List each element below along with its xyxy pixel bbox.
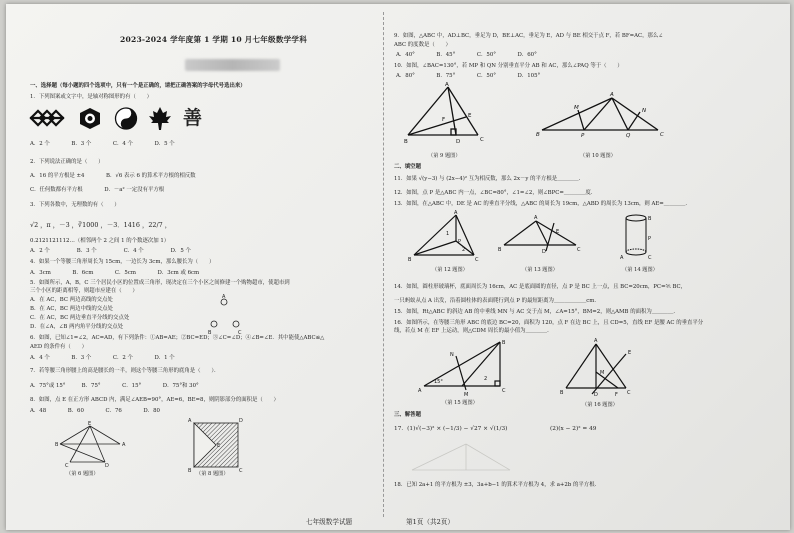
svg-text:D: D xyxy=(239,418,243,424)
figure-8-caption: （第 8 题图） xyxy=(196,471,229,477)
svg-text:E: E xyxy=(217,443,221,449)
question-15: 15．如图，Rt△ABC 的斜边 AB 的中垂线 MN 与 AC 交于点 M，∠A=15°，BM=2，则△AMB 的面积为＿＿＿＿． xyxy=(394,309,679,315)
question-5-option-a: A．在 AC，BC 两边高线的交点处 xyxy=(30,297,113,303)
question-5-option-c: C．在 AC，BC 两边垂直平分线的交点处 xyxy=(30,315,130,321)
question-13: 13．如图，在△ABC 中，DE 是 AC 的垂直平分线，△ABC 的周长为 19cm，△ABD 的周长为 13cm，则 AE=＿＿＿＿． xyxy=(394,201,691,207)
svg-text:B: B xyxy=(188,468,192,474)
redacted-name-block xyxy=(185,59,280,71)
question-16-line-1: 16．如图所示，在等腰三角形 ABC 的底边 BC=20，面积为 120，点 F 在边 BC 上，且 CD=5，直线 EF 是腰 AC 的垂直平分 xyxy=(394,320,704,326)
svg-text:A: A xyxy=(445,82,449,88)
svg-text:D: D xyxy=(542,249,546,255)
question-8-options: A．48 B．60 C．76 D．80 xyxy=(30,408,160,414)
question-1-options: A．2 个 B．3 个 C．4 个 D．5 个 xyxy=(30,141,175,147)
question-14-line-1: 14．如图，圆柱形玻璃杯，底面周长为 16cm，AC 是底面圆的直径，点 P 是 BC 上一点，且 BC=20cm，PC=⅗ BC， xyxy=(394,284,687,290)
question-2-options-ab: A．16 的平方根是 ±4 B．√6 表示 6 的算术平方根的相反数 xyxy=(30,173,196,179)
figure-16-caption: （第 16 题图） xyxy=(582,402,618,408)
endless-knot-icon xyxy=(30,111,64,125)
svg-text:15°: 15° xyxy=(434,379,443,385)
exam-title: 2023-2024 学年度第 1 学期 10 月七年级数学学科 xyxy=(120,35,308,44)
figure-14 xyxy=(620,212,660,262)
figure-10 xyxy=(536,90,670,140)
figure-15 xyxy=(420,338,510,396)
question-1: 1．下列图案或文字中，是轴对称图形的有（ ） xyxy=(30,94,153,100)
svg-text:A: A xyxy=(610,92,614,98)
question-4-options: A．3cm B．6cm C．5cm D．3cm 或 6cm xyxy=(30,270,200,276)
svg-text:E: E xyxy=(88,421,92,427)
question-5-line-1: 5．如图所示，A，B，C 三个居民小区的位置成三角形，现决定在三个小区之间修建一个购物超市，使超市到 xyxy=(30,280,290,286)
question-16-line-2: 线，若点 M 在 EF 上运动，则△CDM 周长的最小值为＿＿＿＿． xyxy=(394,328,553,334)
figure-10-caption: （第 10 题图） xyxy=(580,153,616,159)
svg-text:M: M xyxy=(574,105,579,111)
question-18: 18．已知 2a+1 的平方根为 ±3，3a+b−1 的算术平方根为 4，求 a+2b 的平方根． xyxy=(394,482,600,488)
figure-6 xyxy=(50,422,130,468)
svg-text:N: N xyxy=(450,352,454,358)
svg-text:E: E xyxy=(628,350,632,356)
yin-yang-icon xyxy=(116,108,137,129)
figure-16 xyxy=(560,338,640,398)
svg-text:C: C xyxy=(627,390,631,396)
svg-text:B: B xyxy=(560,390,564,396)
question-7: 7．若等腰三角形腰上的高是腰长的一半，则这个等腰三角形的底角是（ ）． xyxy=(30,368,220,374)
svg-text:E: E xyxy=(468,113,472,119)
svg-text:M: M xyxy=(464,392,469,398)
svg-text:M: M xyxy=(600,370,605,376)
q1-character: 善 xyxy=(183,107,203,129)
question-9-options: A．40° B．45° C．50° D．60° xyxy=(396,52,537,58)
svg-text:D: D xyxy=(456,139,461,145)
svg-text:B: B xyxy=(502,340,506,346)
svg-text:A: A xyxy=(620,255,624,261)
column-divider xyxy=(383,12,384,517)
svg-text:P: P xyxy=(648,236,652,242)
question-10-options: A．80° B．75° C．50° D．105° xyxy=(396,73,541,79)
svg-text:B: B xyxy=(648,216,652,222)
svg-text:B: B xyxy=(208,330,212,336)
question-4: 4．如果一个等腰三角形周长为 15cm，一边长为 3cm，那么腰长为（ ） xyxy=(30,259,215,265)
figure-13 xyxy=(498,215,582,255)
figure-9-caption: （第 9 题图） xyxy=(428,153,461,159)
figure-6-caption: （第 6 题图） xyxy=(66,471,99,477)
question-6-line-2: AED 的条件有（ ） xyxy=(30,344,87,350)
svg-text:B: B xyxy=(55,442,59,448)
question-8: 8．如图，点 E 在正方形 ABCD 内，满足∠AEB=90°，AE=6，BE=8，则阴影部分的面积是（ ） xyxy=(30,397,279,403)
figure-8 xyxy=(188,417,248,473)
question-3-decimal: 0.2121121112…（相邻两个 2 之间 1 的个数逐次加 1） xyxy=(30,238,170,244)
svg-text:2: 2 xyxy=(462,247,466,253)
question-5-option-b: B．在 AC，BC 两边中线的交点处 xyxy=(30,306,113,312)
question-3-options: A．2 个 B．3 个 C．4 个 D．5 个 xyxy=(30,248,191,254)
svg-text:C: C xyxy=(648,255,652,261)
svg-text:P: P xyxy=(458,239,462,245)
question-10: 10．如图，∠BAC=130°，若 MP 和 QN 分别垂直平分 AB 和 AC，那么∠PAQ 等于（ ） xyxy=(394,63,623,69)
svg-text:P: P xyxy=(581,133,585,139)
svg-text:A: A xyxy=(418,388,422,394)
footer-subject: 七年级数学试题 xyxy=(306,518,353,526)
figure-9 xyxy=(404,81,494,149)
q5-figure xyxy=(210,294,250,334)
question-2: 2．下列说法正确的是（ ） xyxy=(30,159,104,165)
svg-text:C: C xyxy=(502,388,506,394)
svg-text:A: A xyxy=(454,210,458,216)
question-5-line-2: 三个小区的距离相等，则超市应建在（ ） xyxy=(30,288,138,294)
question-7-options: A．75°或 15° B．75° C．15° D．75°和 30° xyxy=(30,383,199,389)
section-1-heading: 一、选择题（每小题的四个选项中，只有一个是正确的，请把正确答案的字母代号选出来） xyxy=(30,83,246,89)
question-2-options-cd: C．任何数都有平方根 D．－a² 一定没有平方根 xyxy=(30,187,165,193)
figure-12-caption: （第 12 题图） xyxy=(432,267,468,273)
question-12: 12．如图，点 P 是△ABC 内一点，∠BC=80°，∠1=∠2，则∠BPC=＿＿＿＿度． xyxy=(394,190,597,196)
question-14-line-2: 一只蚂蚁从点 A 出发，沿着圆柱体的表面爬行到点 P 的最短距离为＿＿＿＿＿＿cm． xyxy=(394,298,600,304)
svg-text:B: B xyxy=(408,257,412,263)
svg-text:N: N xyxy=(642,108,647,114)
svg-text:A: A xyxy=(188,418,192,424)
question-9-line-2: ABC 的度数是（ ） xyxy=(394,42,451,48)
faint-bleed-through-figure xyxy=(410,440,520,480)
question-17-part-2: (2)(x − 2)² = 49 xyxy=(550,426,597,432)
svg-text:B: B xyxy=(404,139,408,145)
question-6-line-1: 6．如图，已知∠1=∠2，AC=AD，有下列条件：①AB=AE；②BC=ED；③∠C=∠D；④∠B=∠E．其中能使△ABC≌△ xyxy=(30,335,325,341)
svg-text:2: 2 xyxy=(484,376,488,382)
question-5-option-d: D．在∠A，∠B 两内角平分线的交点处 xyxy=(30,324,124,330)
section-3-heading: 三、解答题 xyxy=(394,412,421,418)
figure-12 xyxy=(410,211,480,263)
section-2-heading: 二、填空题 xyxy=(394,164,421,170)
left-column xyxy=(20,4,380,530)
svg-text:D: D xyxy=(594,392,598,398)
exam-sheet xyxy=(6,4,790,530)
question-11: 11．如果 √(y−3) 与 (2x−4)² 互为相反数，那么 2x－y 的平方根是＿＿＿＿． xyxy=(394,176,585,182)
svg-text:C: C xyxy=(577,247,581,253)
svg-text:A: A xyxy=(122,442,126,448)
maple-leaf-icon xyxy=(149,107,171,130)
svg-text:B: B xyxy=(536,132,540,138)
svg-text:Q: Q xyxy=(626,133,631,139)
svg-text:A: A xyxy=(534,215,538,221)
svg-text:C: C xyxy=(238,330,242,336)
svg-text:C: C xyxy=(65,463,69,469)
right-column xyxy=(390,4,785,530)
question-9-line-1: 9．如图，△ABC 中，AD⊥BC，垂足为 D，BE⊥AC，垂足为 E，AD 与 BE 相交于点 F，若 BF=AC，那么∠ xyxy=(394,33,663,39)
svg-text:F: F xyxy=(615,392,618,398)
svg-text:F: F xyxy=(442,117,446,123)
footer-page-number: 第1页（共2页） xyxy=(406,518,454,526)
svg-text:E: E xyxy=(556,229,560,235)
svg-text:B: B xyxy=(498,247,502,253)
svg-text:D: D xyxy=(105,463,109,469)
svg-text:C: C xyxy=(480,137,484,143)
svg-text:C: C xyxy=(660,132,664,138)
figure-15-caption: （第 15 题图） xyxy=(442,400,478,406)
question-6-options: A．4 个 B．3 个 C．2 个 D．1 个 xyxy=(30,355,175,361)
svg-text:A: A xyxy=(594,338,598,344)
figure-13-caption: （第 13 题图） xyxy=(522,267,558,273)
hexagon-knot-icon xyxy=(80,108,100,129)
question-17-part-1: 17．(1)√(−3)² × (−1/3) − √27 × √(1/3) xyxy=(394,426,508,432)
question-3: 3．下列各数中，无理数的有（ ） xyxy=(30,202,120,208)
figure-14-caption: （第 14 题图） xyxy=(622,267,658,273)
question-3-numbers: √2 ，π ，－3 ，∛1000 ，－3．1416 ，22/7 ， xyxy=(30,221,172,229)
svg-text:A: A xyxy=(222,294,226,300)
svg-text:1: 1 xyxy=(446,231,450,237)
svg-text:C: C xyxy=(239,468,243,474)
svg-text:C: C xyxy=(475,257,479,263)
